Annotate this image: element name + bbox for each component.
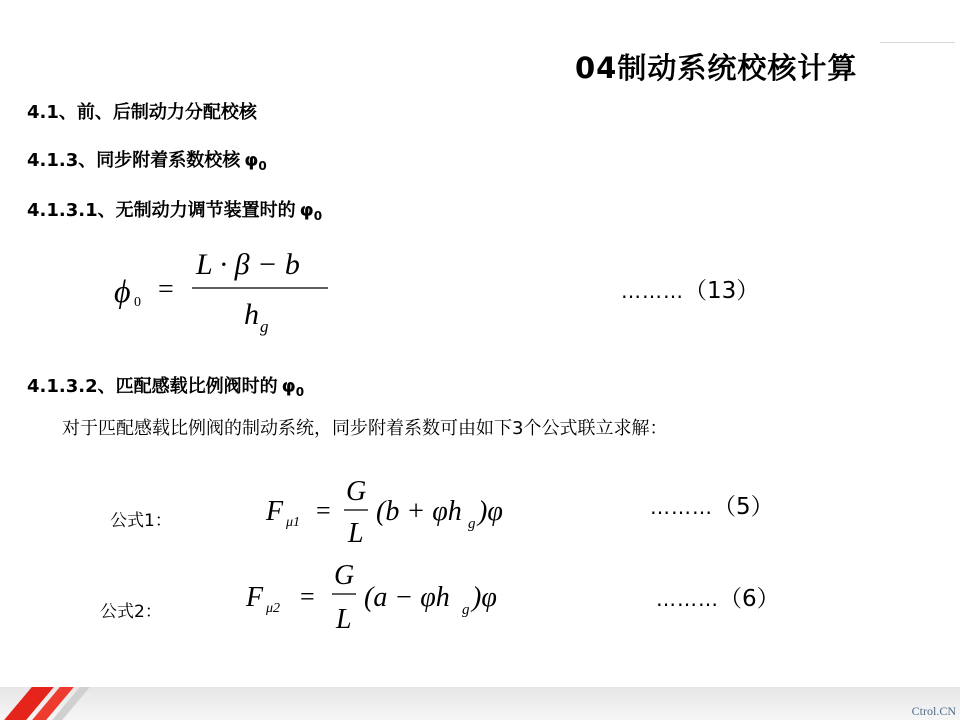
formula-1-number [650,488,774,521]
intro-text: 对于匹配感载比例阀的制动系统，同步附着系数可由如下3个公式联立求解： [62,418,668,439]
section-heading-4-1-3-1 [27,196,322,223]
equation-number: （13） [684,278,760,304]
section-heading-text: 4.1.3.1、无制动力调节装置时的 [27,200,296,221]
phi-symbol: φ [299,200,314,221]
f2-bracket-close: )φ [472,582,497,613]
section-heading-text: 4.1.3.2、匹配感载比例阀时的 [27,376,278,397]
eq13-numerator: L · β − b [196,248,300,281]
f1-sub-g: g [468,516,476,532]
eq13-den-h: h [244,298,259,331]
f2-sub: μ2 [266,601,281,616]
formula-1-label: 公式1： [110,511,172,531]
f2-bracket-open: (a − φh [364,582,450,613]
page-title: 04制动系统校核计算 [575,51,858,85]
f1-equals: = [316,496,331,525]
leader-dots: ……… [656,587,719,611]
eq13-lhs-sub: 0 [134,295,141,310]
eq13-lhs: ϕ [114,273,131,309]
title-rule [880,42,955,43]
section-heading-text: 4.1.3、同步附着系数校核 [27,150,241,171]
f2-numerator: G [334,560,355,591]
equation-number: （5） [713,494,774,520]
leader-dots: ……… [621,279,684,303]
section-heading-4-1 [27,98,257,124]
phi-symbol: φ [281,376,296,397]
formula-2-number [656,580,780,613]
phi-subscript: 0 [258,159,267,173]
f2-sub-g: g [462,602,470,618]
phi-subscript: 0 [295,385,305,399]
f1-sub: μ1 [286,515,301,530]
equation-13-number [621,272,759,305]
f1-F: F [266,496,284,527]
eq13-equals: = [158,274,174,305]
equation-13 [100,240,360,350]
watermark: Ctrol.CN [911,704,956,718]
f1-numerator: G [346,476,367,507]
f2-denominator: L [336,604,352,635]
section-heading-text: 4.1、前、后制动力分配校核 [27,102,257,123]
equation-number: （6） [719,586,780,612]
formula-2 [240,560,540,650]
f1-bracket-close: )φ [478,496,503,527]
f1-bracket-open: (b + φh [376,496,462,527]
formula-2-label: 公式2： [100,602,162,622]
section-heading-4-1-3-2 [27,372,304,399]
footer-bar [0,687,960,720]
phi-subscript: 0 [313,209,323,223]
f2-F: F [246,582,264,613]
f2-equals: = [300,582,315,611]
f1-denominator: L [348,518,364,549]
section-heading-4-1-3 [27,146,267,173]
eq13-den-g: g [260,317,269,336]
phi-symbol: φ [244,150,259,171]
leader-dots: ……… [650,495,713,519]
formula-1 [260,470,560,560]
